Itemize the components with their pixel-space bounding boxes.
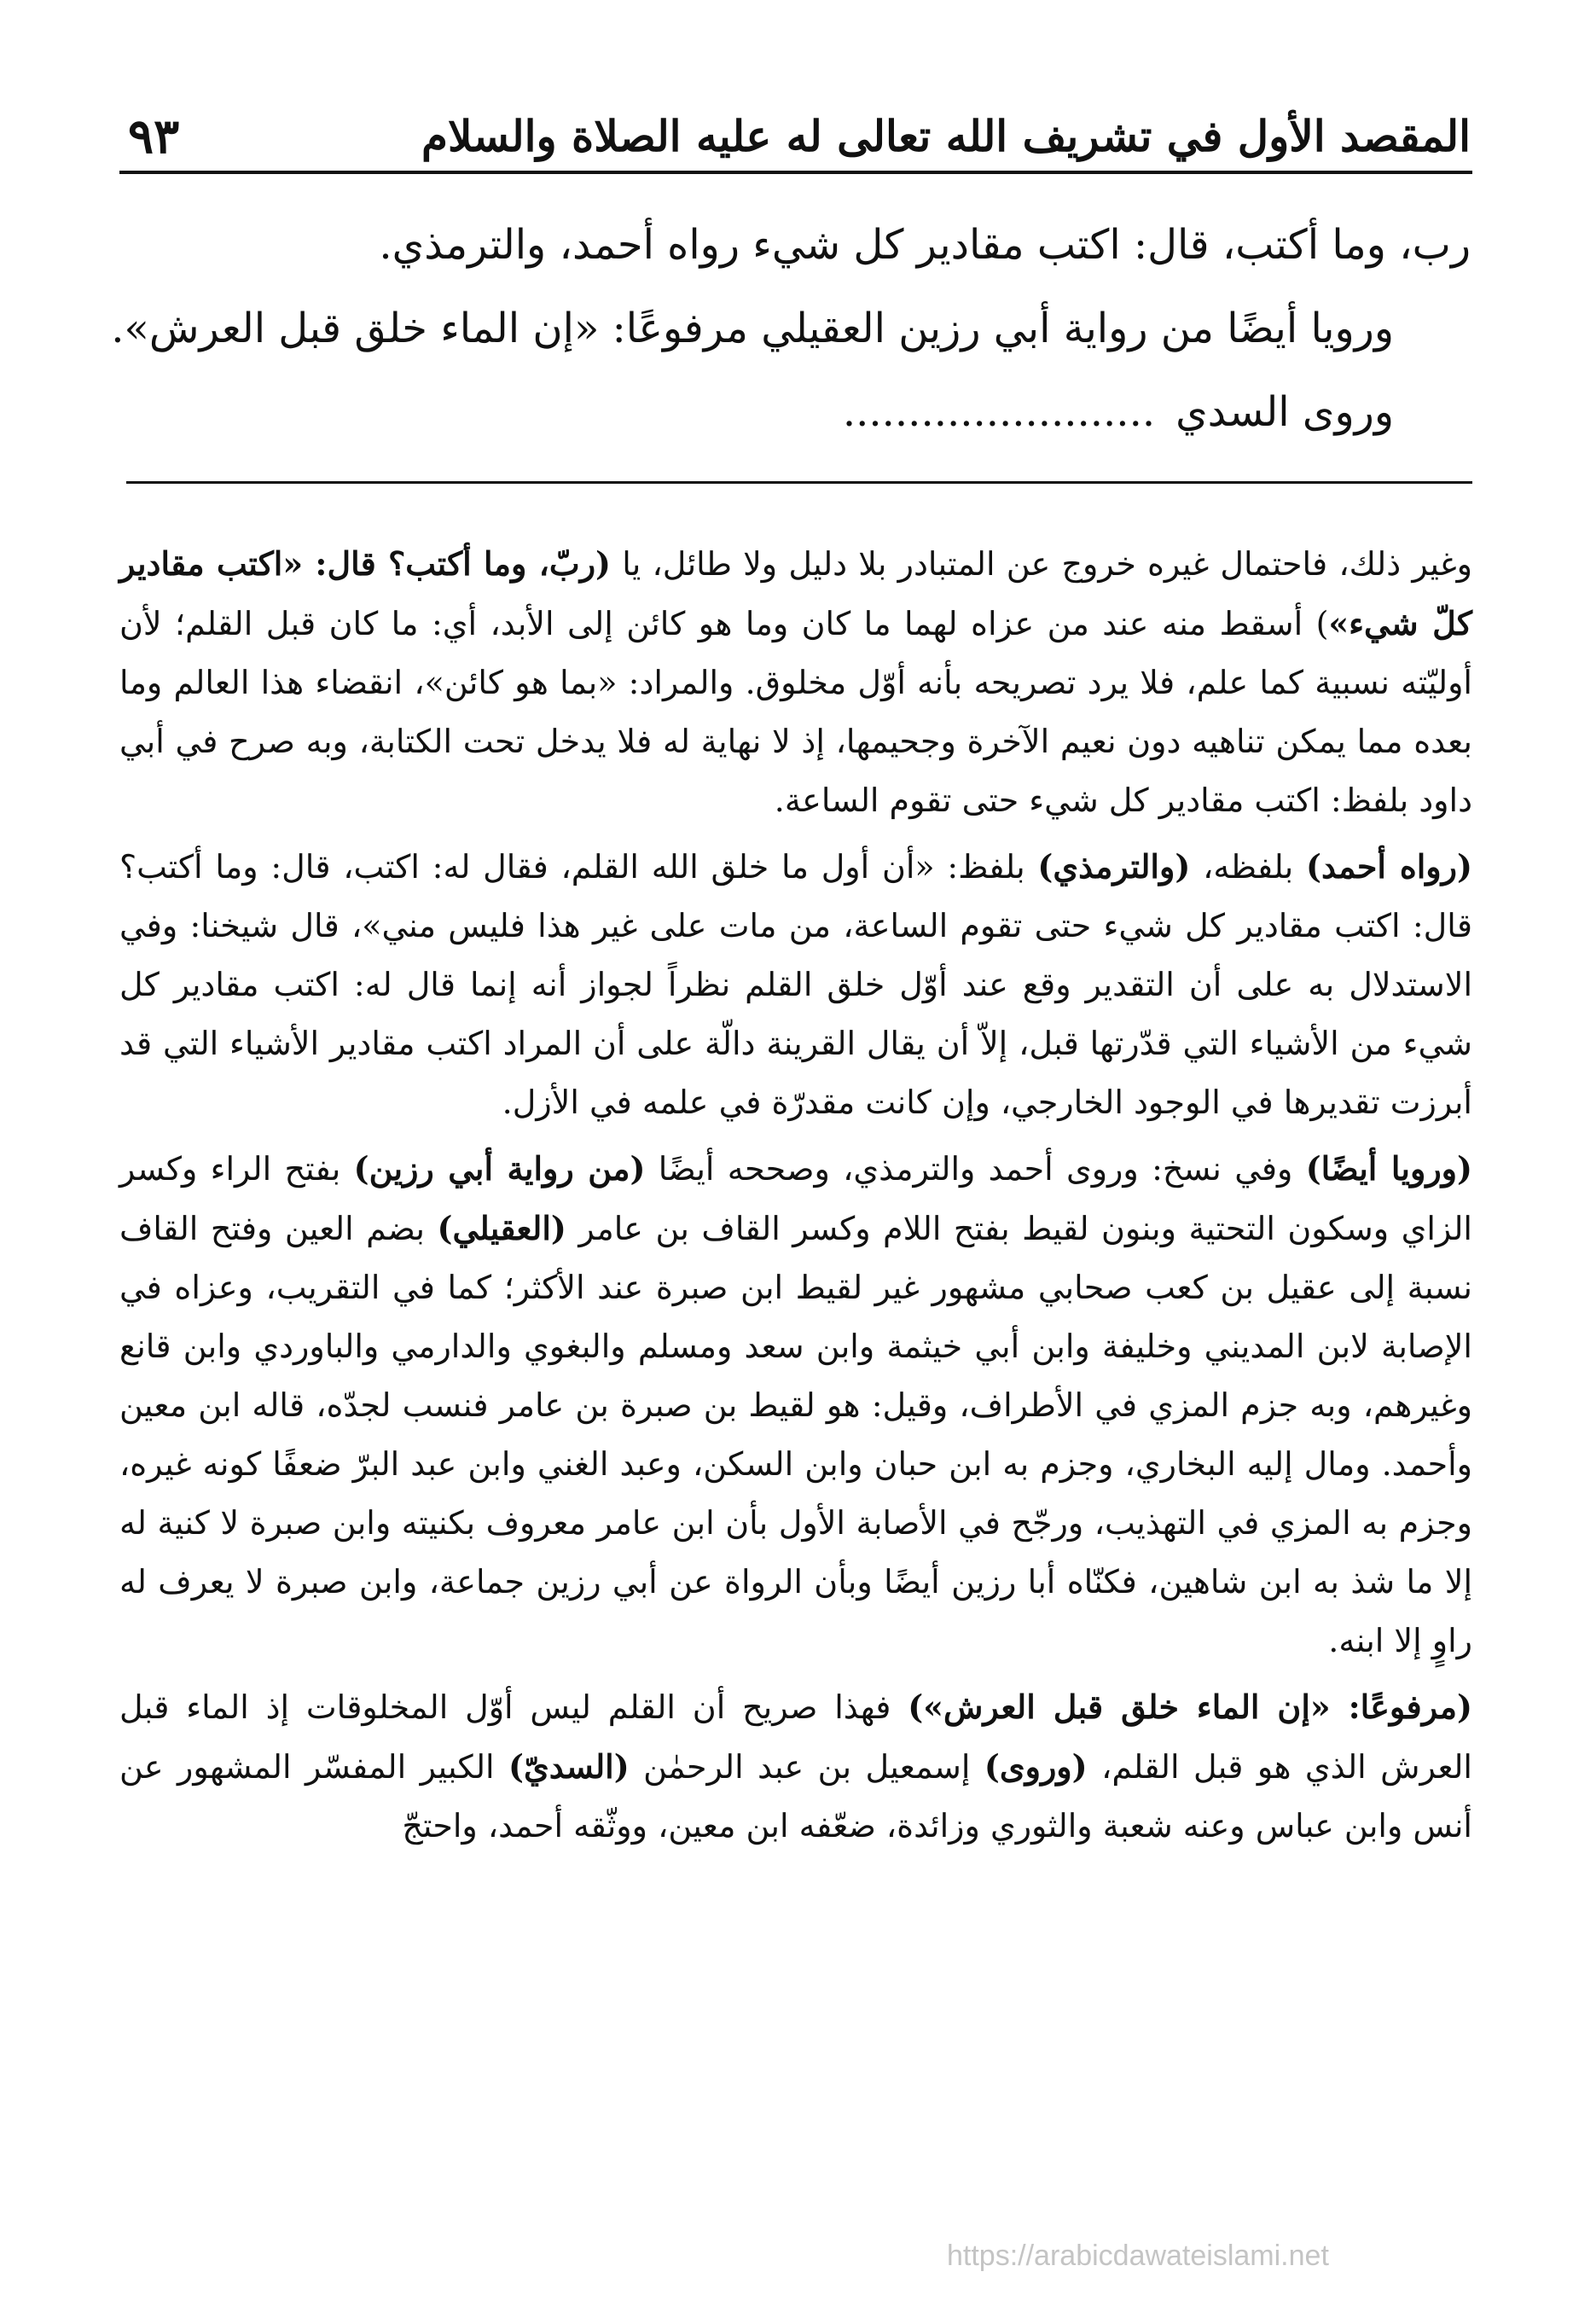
quoted-phrase: (والترمذي) [1037,847,1191,886]
page-number: ٩٣ [128,108,180,165]
commentary-paragraph [119,1139,1472,1670]
quoted-phrase: (ورويا أيضًا) [1305,1149,1473,1188]
separator-rule [126,481,1472,484]
main-text-line: رب، وما أكتب، قال: اكتب مقادير كل شيء رواه أحمد، والترمذي. [379,221,1471,269]
commentary-text-run: وغير ذلك، فاحتمال غيره خروج عن المتبادر بلا دليل ولا طائل، يا [611,545,1473,583]
quoted-phrase: (مرفوعًا: «إن الماء خلق قبل العرش») [908,1688,1472,1726]
quoted-phrase: (ربّ، وما أكتب؟ قال: «اكتب مقادير كلّ شيء» [119,544,1472,642]
main-text-line: ورويا أيضًا من رواية أبي رزين العقيلي مرفوعًا: «إن الماء خلق قبل العرش». [111,305,1394,352]
commentary-text-run: بضم العين وفتح القاف نسبة إلى عقيل بن كعب صحابي مشهور غير لقيط ابن صبرة عند الأكثر؛ كما في التقريب، وعزاه في الإصابة لابن المديني وخليفة وابن أبي خيثمة وابن سعد ومسلم والبغوي والدارمي والباوردي وابن قانع وغيرهم، وبه جزم المزي في الأطراف، وقيل: هو لقيط بن صبرة بن عامر فنسب لجدّه، قاله ابن معين وأحمد. ومال إليه البخاري، وجزم به ابن حبان وابن السكن، وعبد الغني وابن عبد البرّ ضعفًا كونه غيره، وجزم به المزي في التهذيب، ورجّح في الأصابة الأول بأن ابن عامر معروف بكنيته وابن صبرة لا كنية له إلا ما شذ به ابن شاهين، فكنّاه أبا رزين أيضًا وبأن الرواة عن أبي رزين جماعة، وابن صبرة لا يعرف له راوٍ إلا ابنه. [119,1210,1472,1659]
commentary-text-run: إسمعيل بن عبد الرحمٰن [629,1748,984,1786]
quoted-phrase: (من رواية أبي رزين) [353,1149,646,1188]
main-text [111,203,1471,454]
commentary-text-run: فهذا صريح أن القلم ليس أوّل المخلوقات إذ الماء قبل العرش الذي هو قبل القلم، [119,1688,1472,1786]
running-title: المقصد الأول في تشريف الله تعالى له عليه الصلاة والسلام [421,111,1471,161]
commentary-text-run: بلفظه، [1190,848,1306,886]
commentary-text-run: بفتح الراء وكسر الزاي وسكون التحتية وبنون لقيط بفتح اللام وكسر القاف بن عامر [119,1150,1472,1247]
commentary-text-run: وفي نسخ: وروى أحمد والترمذي، وصححه أيضًا [645,1150,1306,1188]
header-rule [119,171,1472,174]
commentary-paragraph [119,534,1472,830]
quoted-phrase: (رواه أحمد) [1306,847,1472,886]
commentary-text-run: ) أسقط منه عند من عزاه لهما ما كان وما هو كائن إلى الأبد، أي: ما كان قبل القلم؛ لأن أوليّته نسبية كما علم، فلا يرد تصريحه بأنه أوّل مخلوق. والمراد: «بما هو كائن»، انقضاء هذا العالم وما بعده مما يمكن تناهيه دون نعيم الآخرة وجحيمها، إذ لا نهاية له فلا يدخل تحت الكتابة، وبه صرح في أبي داود بلفظ: اكتب مقادير كل شيء حتى تقوم الساعة. [119,605,1472,819]
commentary-text [119,534,1472,1862]
quoted-phrase: (العقيلي) [437,1209,566,1247]
quoted-phrase: (السديّ) [508,1747,630,1786]
main-text-line [128,370,1471,454]
ellipsis-dots: ........................ [842,388,1156,436]
page-header [128,102,1471,171]
watermark-url: https://arabicdawateislami.net [947,2240,1329,2272]
main-text-fragment: وروى السدي [1175,388,1394,436]
commentary-text-run: الكبير المفسّر المشهور عن أنس وابن عباس وعنه شعبة والثوري وزائدة، ضعّفه ابن معين، ووثّقه أحمد، واحتجّ [119,1748,1472,1845]
commentary-paragraph [119,1677,1472,1856]
quoted-phrase: (وروى) [984,1747,1088,1786]
commentary-paragraph [119,837,1472,1132]
commentary-text-run: بلفظ: «أن أول ما خلق الله القلم، فقال له: اكتب، قال: وما أكتب؟ قال: اكتب مقادير كل شيء حتى تقوم الساعة، من مات على غير هذا فليس مني»، قال شيخنا: وفي الاستدلال به على أن التقدير وقع عند أوّل خلق القلم نظراً لجواز أنه إنما قال له: اكتب مقادير كل شيء من الأشياء التي قدّرتها قبل، إلاّ أن يقال القرينة دالّة على أن المراد اكتب مقادير الأشياء التي قد أبرزت تقديرها في الوجود الخارجي، وإن كانت مقدرّة في علمه في الأزل. [119,848,1472,1121]
